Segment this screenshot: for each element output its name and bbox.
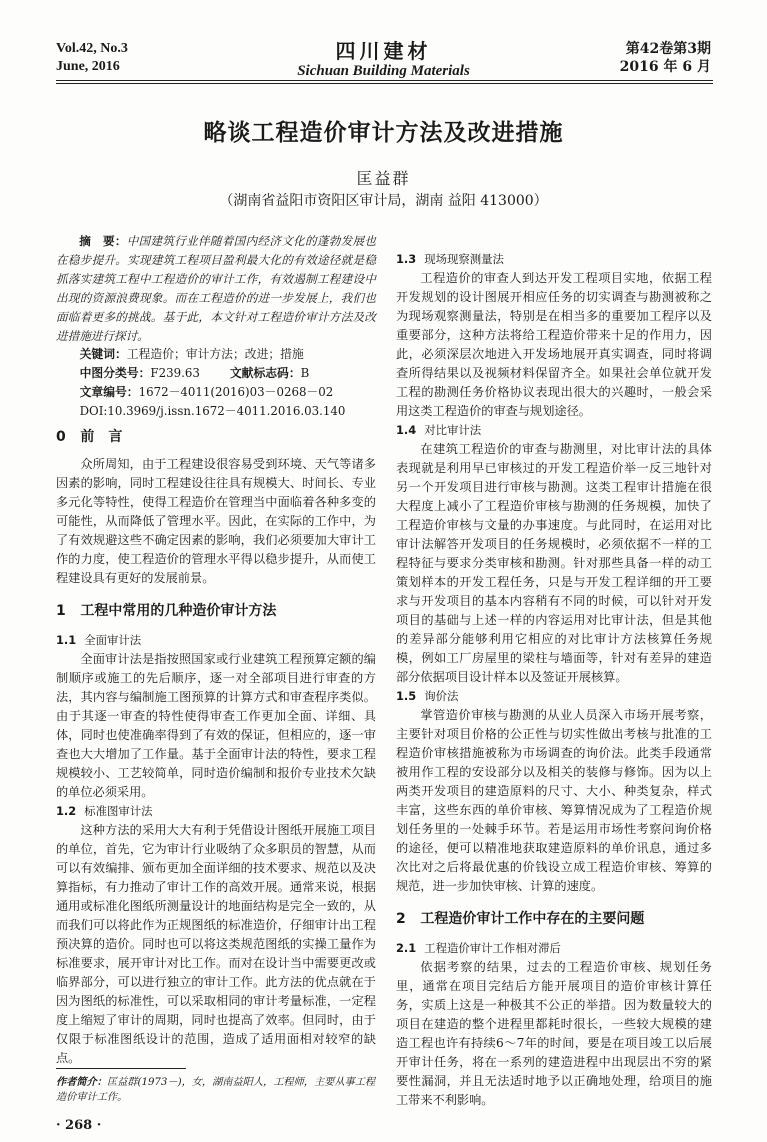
page-number: · 268 · [56, 1118, 102, 1133]
subsection-title: 工程造价审计工作相对滞后 [424, 941, 561, 955]
section-title: 工程造价审计工作中存在的主要问题 [420, 911, 645, 927]
subsection-1-3-heading [396, 250, 712, 269]
doc-code: B [300, 366, 310, 380]
subsection-2-1-heading [396, 939, 712, 958]
volume-issue: Vol.42, No.3 [56, 41, 128, 56]
subsection-number: 1.5 [396, 689, 417, 703]
subsection-number: 1.1 [56, 633, 77, 647]
section-0-paragraph: 众所周知，由于工程建设很容易受到环境、天气等诸多因素的影响，同时工程建设往往具有规模大、时间长、专业多元化等特性，使得工程造价在管理当中面临着各种多变的可能性，从而降低了管理水平。因此，在实际的工作中，为了有效规避这些不确定因素的影响，我们必须要加大审计工作的力度，使工程造价的管理水平得以稳步提升，从而使工程建设具有更好的发展前景。 [56, 457, 376, 585]
subsection-1-3-paragraph: 工程造价的审查人到达开发工程项目实地，依据工程开发规划的设计图展开相应任务的切实调查与勘测被称之为现场观察测量法，特别是在相当多的重要加工程序以及重要部分，这种方法将给工程造价带来十足的作用力，因此，必须深层次地进入开发场地展开真实调查，同时将调查所得结果以及视频材料保留齐全。如果社会单位就开发工程的勘测任务价格协议表现出很大的兴趣时，一般会采用这类工程造价的审查与规划途径。 [396, 271, 712, 418]
header-rule-thin [56, 83, 713, 84]
article-number-label: 文章编号： [79, 385, 139, 399]
volume-issue-cn: 第42卷第3期 [625, 41, 711, 57]
journal-logo: 四川建材 [335, 39, 432, 63]
date-cn: 2016 年 6 月 [619, 59, 711, 75]
subsection-number: 1.4 [396, 423, 417, 437]
date-en: June, 2016 [56, 59, 120, 74]
subsection-1-5-paragraph: 掌管造价审核与勘测的从业人员深入市场开展考察，主要针对项目价格的公正性与切实性做出考核与批准的工程造价审核措施被称为市场调查的询价法。此类手段通常被用作工程的安设部分以及相关的装修与修饰。因为以上两类开发项目的建造原料的尺寸、大小、种类复杂，样式丰富，这些东西的单价审核、筹算情况成为了工程造价规划任务里的一处棘手环节。若是运用市场性考察问询价格的途径，便可以精准地获取建造原料的单价讯息，通过多次比对之后将最优惠的价钱设立成工程造价审核、筹算的规范，进一步加快审核、计算的速度。 [396, 708, 712, 893]
header-rule [56, 80, 713, 81]
keywords-block [56, 345, 376, 421]
author-affiliation: （湖南省益阳市资阳区审计局，湖南 益阳 413000） [219, 193, 548, 209]
section-number: 2 [396, 911, 406, 927]
keywords-label: 关键词： [79, 347, 127, 361]
doi: DOI:10.3969/j.issn.1672－4011.2016.03.140 [79, 404, 346, 418]
subsection-title: 现场现察测量法 [424, 252, 504, 266]
subsection-1-4-heading [396, 421, 712, 440]
footnote-label: 作者简介： [56, 1076, 107, 1088]
subsection-1-4-paragraph: 在建筑工程造价的审查与勘测里，对比审计法的具体表现就是利用早已审核过的开发工程造价举一反三地针对另一个开发项目进行审核与勘测。这类工程审计措施在很大程度上减小了工程造价审核与勘测的任务规模，加快了工程造价审核与文量的办事速度。与此同时，在运用对比审计法解答开发项目的任务规模时，必须依据不一样的工程特征与要求分类审核和勘测。针对那些具备一样的动工策划样本的开发工程任务，只是与开发工程详细的开工要求与开发项目的基本内容稍有不同的时候，可以针对开发项目的基础与上述一样的内容运用对比审计法，但是其他的差异部分能够利用它相应的对比审计方法核算任务规模，例如工厂房屋里的梁柱与墙面等，针对有差异的建造部分依据项目设计样本以及签证开展核算。 [396, 442, 712, 684]
left-body [56, 428, 376, 1068]
subsection-number: 2.1 [396, 941, 417, 955]
subsection-title: 标准图审计法 [84, 804, 153, 818]
section-title: 前 言 [80, 429, 123, 445]
journal-name-en: Sichuan Building Materials [297, 63, 470, 79]
doc-code-label: 文献标志码： [229, 366, 301, 380]
author-footnote [56, 1075, 376, 1105]
subsection-number: 1.2 [56, 804, 77, 818]
abstract [56, 232, 376, 346]
section-2-heading [396, 910, 712, 929]
subsection-1-5-heading [396, 687, 712, 706]
right-body [396, 250, 712, 1110]
footnote-text: 匡益群(1973－)，女，湖南益阳人，工程师，主要从事工程造价审计工作。 [56, 1077, 376, 1103]
section-0-heading [56, 428, 376, 447]
section-title: 工程中常用的几种造价审计方法 [80, 603, 277, 619]
author-name: 匡益群 [356, 169, 411, 188]
subsection-title: 询价法 [424, 689, 459, 703]
article-number: 1672－4011(2016)03－0268－02 [138, 385, 334, 399]
subsection-1-2-paragraph: 这种方法的采用大大有利于凭借设计图纸开展施工项目的单位，首先，它为审计行业吸纳了众多职员的智慧，从而可以有效编排、颁布更加全面详细的技术要求、规范以及决算指标，有力推动了审计工作的高效开展。通常来说，根据通用或标准化图纸所测量设计的地面结构是完全一致的，从而我们可以将此作为正规图纸的标准造价，仔细审计出工程预决算的造价。同时也可以将这类规范图纸的实操工量作为标准要求，展开审计对比工作。而对在设计当中需要更改或临界部分，可以进行独立的审计工作。此方法的优点就在于因为图纸的标准性，可以采取相同的审计考量标准，一定程度上缩短了审计的周期，同时也提高了效率。但同时，由于仅限于标准图纸设计的范围，造成了适用面相对较窄的缺点。 [56, 823, 376, 1065]
subsection-1-1-heading [56, 631, 376, 650]
clc-number: F239.63 [150, 366, 200, 380]
section-1-heading [56, 602, 376, 621]
subsection-number: 1.3 [396, 252, 417, 266]
keywords-text: 工程造价；审计方法；改进；措施 [126, 347, 304, 361]
subsection-title: 对比审计法 [424, 423, 482, 437]
section-number: 1 [56, 603, 66, 619]
subsection-1-2-heading [56, 802, 376, 821]
clc-label: 中图分类号： [79, 366, 151, 380]
abstract-text: 中国建筑行业伴随着国内经济文化的蓬勃发展也在稳步提升。实现建筑工程项目盈利最大化的有效途径就是稳抓落实建筑工程中工程造价的审计工作，有效遏制工程建设中出现的资源浪费现象。而在工程造价的进一步发展上，我们也面临着更多的挑战。基于此，本文针对工程造价审计方法及改进措施进行探讨。 [56, 234, 376, 343]
article-title: 略谈工程造价审计方法及改进措施 [203, 120, 564, 146]
subsection-1-1-paragraph: 全面审计法是指按照国家或行业建筑工程预算定额的编制顺序或施工的先后顺序，逐一对全部项目进行审查的方法，其内容与编制施工图预算的计算方式和审查程序类似。由于其逐一审查的特性使得审查工作更加全面、详细、具体，同时也使准确率得到了有效的保证，但相应的，逐一审查也大大增加了工作量。基于全面审计法的特性，要求工程规模较小、工艺较简单，同时造价编制和报价专业技术欠缺的单位必须采用。 [56, 652, 376, 799]
section-number: 0 [56, 429, 66, 445]
abstract-label: 摘 要： [79, 234, 127, 248]
footnote-rule [56, 1068, 186, 1069]
subsection-2-1-paragraph: 依据考察的结果，过去的工程造价审核、规划任务里，通常在项目完结后方能开展项目的造价审核计算任务，实质上这是一种极其不公正的举措。因为数量较大的项目在建造的整个进程里都耗时很长，一些较大规模的建造工程也许有持续6～7年的时间，要是在项目竣工以后展开审计任务，将在一系列的建造进程中出现层出不穷的紧要性漏洞，并且无法适时地予以正确地处理，给项目的施工带来不利影响。 [396, 960, 712, 1107]
subsection-title: 全面审计法 [84, 633, 142, 647]
journal-volume-cn [620, 40, 711, 76]
